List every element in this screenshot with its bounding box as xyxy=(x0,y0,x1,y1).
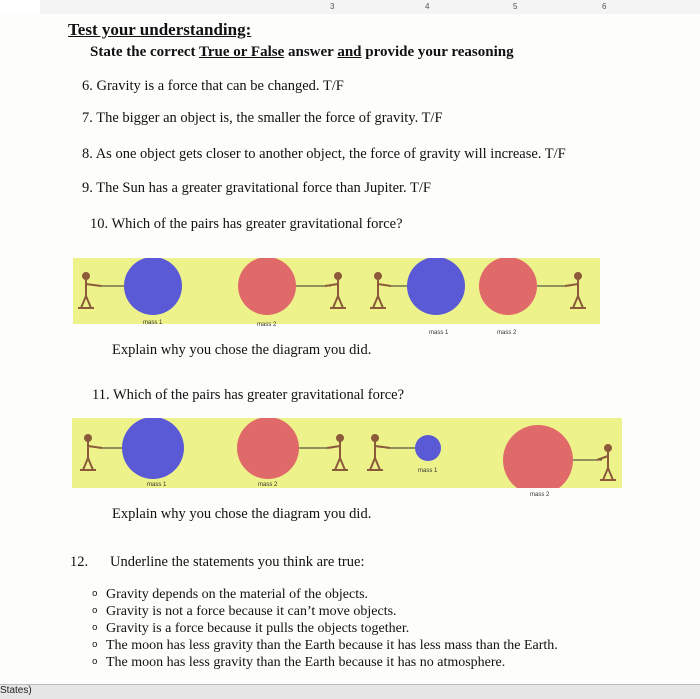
mass-red-large xyxy=(503,425,573,488)
subtitle-and: and xyxy=(337,44,362,60)
question-11: 11. Which of the pairs has greater gravitational force? xyxy=(92,387,405,403)
mass-label: mass 2 xyxy=(497,330,517,336)
stick-figure-icon xyxy=(78,273,101,308)
bullet-icon: o xyxy=(92,657,98,667)
subtitle-post: provide your reasoning xyxy=(361,44,514,60)
diagram-11-illustration xyxy=(72,418,622,488)
statement-text: Gravity is a force because it pulls the objects together. xyxy=(106,621,410,636)
stick-figure-icon xyxy=(80,435,102,470)
statement-text: The moon has less gravity than the Earth because it has no atmosphere. xyxy=(106,655,506,670)
stick-figure-icon xyxy=(565,273,586,308)
bullet-icon: o xyxy=(92,623,98,633)
mass-red-large xyxy=(237,418,299,479)
mass-label: mass 1 xyxy=(147,482,167,488)
mass-label: mass 2 xyxy=(257,322,277,328)
page-title: Test your understanding: xyxy=(68,20,252,39)
question-10: 10. Which of the pairs has greater gravitational force? xyxy=(90,216,403,232)
document-page xyxy=(0,14,700,684)
mass-label: mass 2 xyxy=(530,492,550,498)
explain-10: Explain why you chose the diagram you did. xyxy=(112,342,372,358)
question-12-number: 12. xyxy=(70,554,89,570)
instructions xyxy=(90,44,514,61)
question-7: 7. The bigger an object is, the smaller the force of gravity. T/F xyxy=(82,110,443,126)
question-9: 9. The Sun has a greater gravitational force than Jupiter. T/F xyxy=(82,180,431,196)
statement-text: The moon has less gravity than the Earth because it has less mass than the Earth. xyxy=(106,638,558,653)
ruler xyxy=(40,0,700,15)
ruler-mark: 3 xyxy=(330,2,335,11)
bullet-icon: o xyxy=(92,606,98,616)
mass-red-large xyxy=(479,258,537,315)
diagram-10-illustration xyxy=(73,258,600,324)
bullet-icon: o xyxy=(92,589,98,599)
mass-blue-large xyxy=(124,258,182,315)
status-bar xyxy=(0,684,700,699)
statement-list xyxy=(92,586,558,671)
ruler-mark: 5 xyxy=(513,2,518,11)
stick-figure-icon xyxy=(367,435,390,470)
mass-red-large xyxy=(238,258,296,315)
mass-blue-small xyxy=(415,435,441,461)
stick-figure-icon xyxy=(325,273,346,308)
status-text: States) xyxy=(0,685,32,696)
stick-figure-icon xyxy=(597,445,616,480)
subtitle-mid: answer xyxy=(284,44,338,60)
subtitle-true-false: True or False xyxy=(198,44,285,60)
list-item[interactable] xyxy=(92,603,558,620)
bullet-icon: o xyxy=(92,640,98,650)
question-12: Underline the statements you think are true: xyxy=(110,554,365,570)
stick-figure-icon xyxy=(370,273,391,308)
explain-11: Explain why you chose the diagram you did. xyxy=(112,506,372,522)
list-item[interactable] xyxy=(92,637,558,654)
statement-text: Gravity depends on the material of the objects. xyxy=(106,587,369,602)
question-6: 6. Gravity is a force that can be changed. T/F xyxy=(82,78,344,94)
ruler-mark: 4 xyxy=(425,2,430,11)
mass-blue-large xyxy=(122,418,184,479)
diagram-10 xyxy=(73,258,600,336)
mass-label: mass 1 xyxy=(143,320,163,326)
mass-label: mass 1 xyxy=(418,468,438,474)
ruler-mark: 6 xyxy=(602,2,607,11)
stick-figure-icon xyxy=(327,435,348,470)
statement-text: Gravity is not a force because it can’t move objects. xyxy=(106,604,397,619)
list-item[interactable] xyxy=(92,586,558,603)
subtitle-pre: State the correct xyxy=(90,44,199,60)
list-item[interactable] xyxy=(92,654,558,671)
question-8: 8. As one object gets closer to another object, the force of gravity will increase. T/F xyxy=(82,146,566,162)
list-item[interactable] xyxy=(92,620,558,637)
mass-label: mass 1 xyxy=(429,330,449,336)
mass-label: mass 2 xyxy=(258,482,278,488)
mass-blue-large xyxy=(407,258,465,315)
diagram-11 xyxy=(72,418,622,498)
